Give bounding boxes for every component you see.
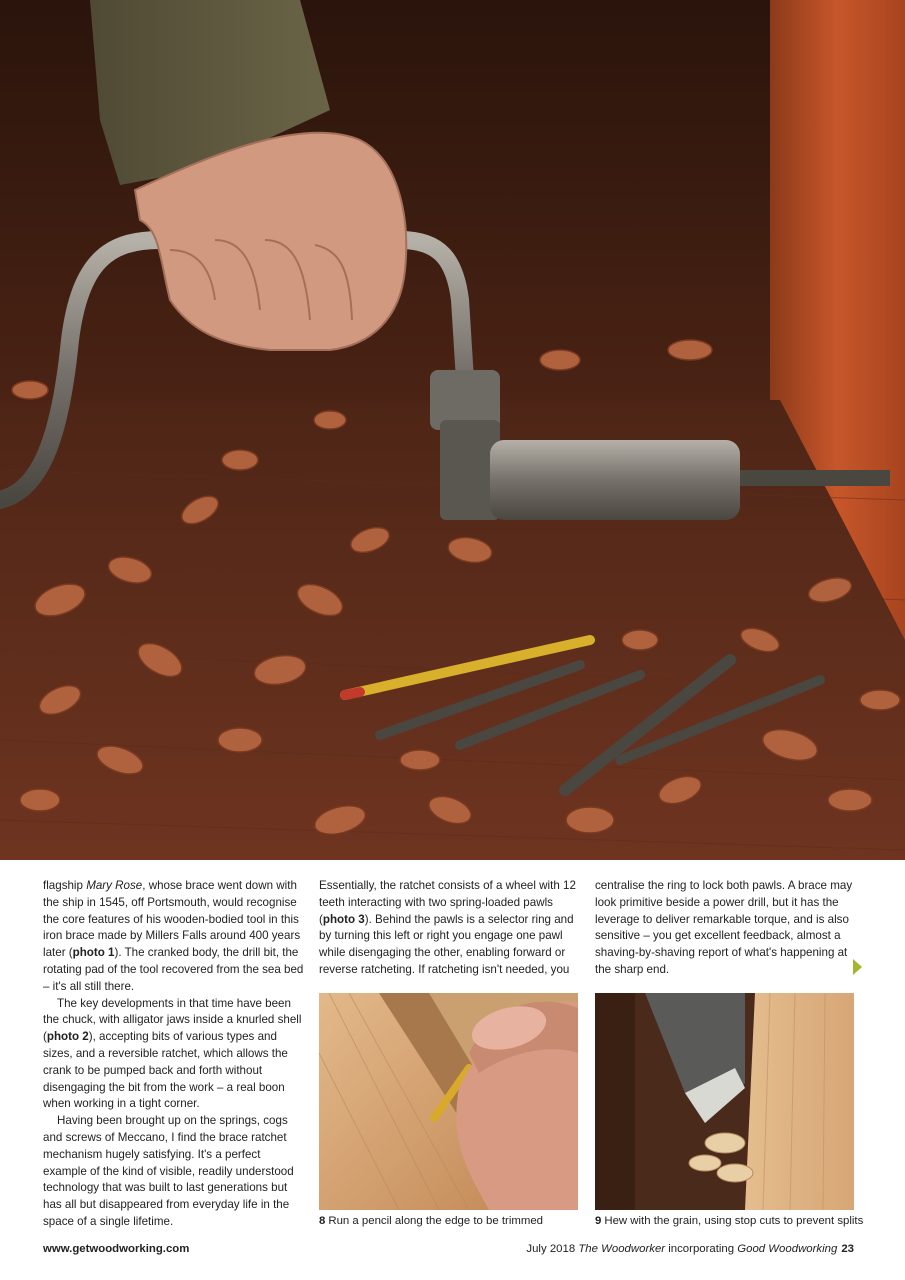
article-column-1 <box>43 878 305 1231</box>
footer-url: www.getwoodworking.com <box>43 1243 190 1255</box>
paragraph: centralise the ring to lock both pawls. A brace may look primitive beside a power drill, but it has the leverage to deliver remarkable torque, and is also sensitive – you get excellent feedback, almost a shaving-by-shaving report of what's happening at the sharp end. <box>595 879 853 976</box>
page-number: 23 <box>841 1243 854 1255</box>
paragraph: The key developments in that time have been the chuck, with alligator jaws inside a knurled shell (photo 2), accepting bits of various types and sizes, and a reversible ratchet, which allows the crank to be pumped back and forth without disengaging the bit from the work – a real boon when working in a tight corner. <box>43 996 302 1111</box>
article-column-3 <box>595 878 857 979</box>
photo-8-caption: 8 Run a pencil along the edge to be trimmed <box>319 1215 544 1227</box>
paragraph: flagship Mary Rose, whose brace went down with the ship in 1545, off Portsmouth, would recognise the core features of his wooden-bodied tool in this iron brace made by Millers Falls around 400 years later (photo 1). The cranked body, the drill bit, the rotating pad of the tool recovered from the sea bed – it's all still there. <box>43 879 304 993</box>
photo-9-caption: 9 Hew with the grain, using stop cuts to prevent splits <box>595 1215 864 1227</box>
photo-reference: photo 3 <box>322 912 365 926</box>
photo-9-hewing <box>595 993 854 1210</box>
paragraph: Having been brought up on the springs, cogs and screws of Meccano, I find the brace ratchet mechanism hugely satisfying. It's a perfect example of the kind of visible, readily understood technology that was built to last generations but has all but disappeared from everyday life in the space of a single lifetime. <box>43 1114 294 1228</box>
article-column-2 <box>319 878 581 979</box>
footer-issue: July 2018 The Woodworker incorporating Good Woodworking 23 <box>526 1243 854 1255</box>
paragraph: Essentially, the ratchet consists of a wheel with 12 teeth interacting with two spring-loaded pawls (photo 3). Behind the pawls is a selector ring and by turning this left or right you engage one pawl while disengaging the other, enabling forward or reverse ratcheting. If ratcheting isn't needed, you <box>319 879 576 976</box>
ship-name: Mary Rose <box>86 879 143 892</box>
photo-8-pencil <box>319 993 578 1210</box>
continue-arrow-icon <box>853 959 862 975</box>
photo-reference: photo 2 <box>46 1030 89 1044</box>
photo-reference: photo 1 <box>72 946 115 960</box>
